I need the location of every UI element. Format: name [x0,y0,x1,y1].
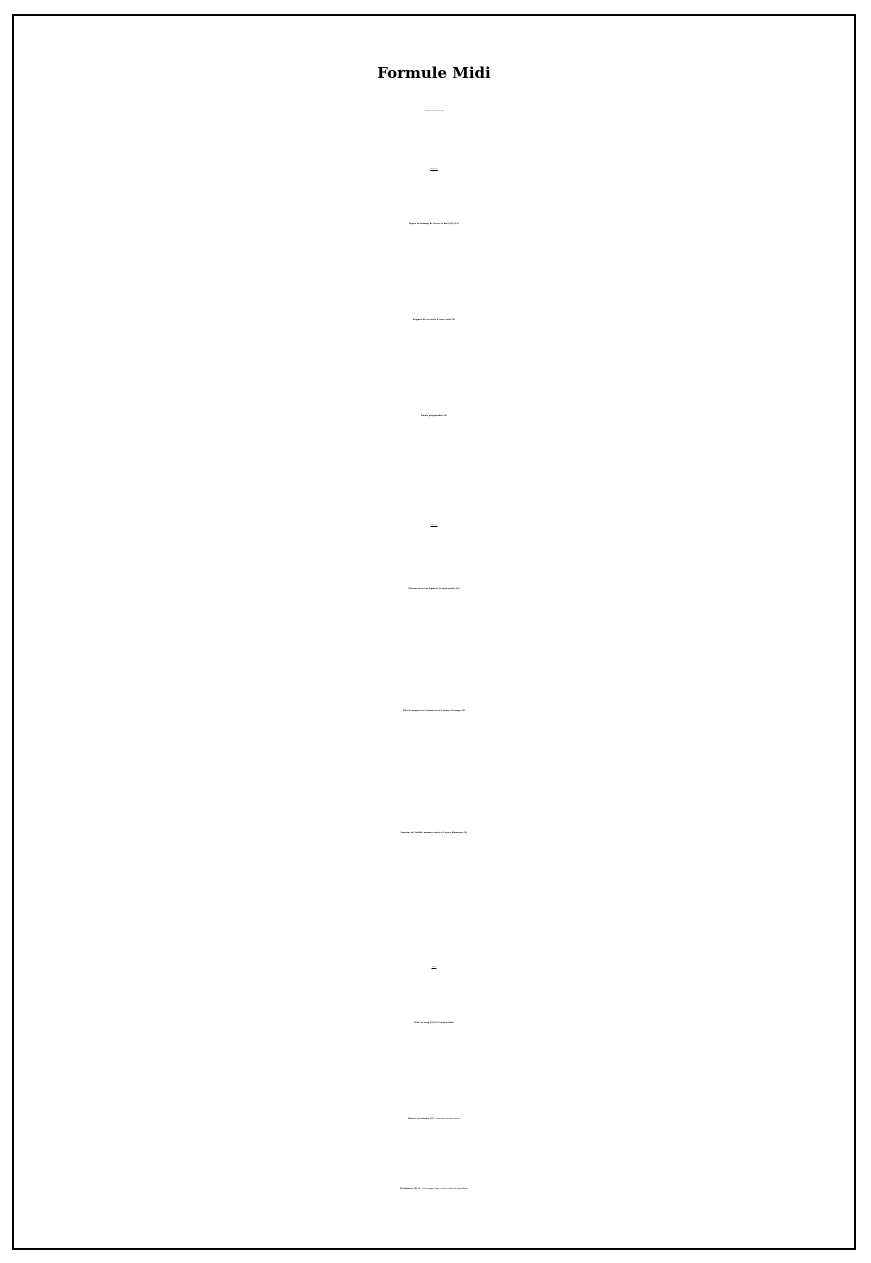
dish-title: Salade périgourdine [420,415,443,417]
dish-description [12,631,856,657]
dietary-tags: (Ve option available) (GF) [438,589,460,590]
separator [12,280,856,300]
dietary-tags: (GF) (N) [413,1189,421,1190]
dish-title: Poivron farcie aux légumes [408,588,439,590]
dish-description: Homemade chocolate mousse [435,1118,461,1120]
dish-title: Filet de maquereau, haricots verts & beurre d’orange [402,710,461,712]
dish-name [12,210,856,239]
dish-name [12,1105,856,1134]
dish-title: Poire au sirop [414,1022,430,1024]
menu-title: Formule Midi [377,64,491,82]
dish-description [12,875,856,901]
separator [12,1078,856,1098]
dietary-tags: (GF) [461,711,466,712]
dish-description [12,605,856,631]
dietary-tags: (GF) [463,833,468,834]
separator [12,1150,856,1170]
dish-name [12,819,856,848]
dish-title: Figues au fromage de chèvre et miel [408,223,449,225]
dietary-tags: (GF) [443,416,448,417]
dish-description [12,241,856,267]
separator [12,376,856,396]
dish-description [12,459,856,485]
separator [12,792,856,812]
dish-name [12,1175,856,1204]
dietary-tags: (GF) (N) (V) [449,224,460,225]
dish-title: Ile flottante [399,1188,413,1190]
dish-name [12,1009,856,1038]
dish-description: – Soft meringue cloud, custard, caramel & almond flakes [421,1188,468,1190]
dish-name [12,402,856,431]
section-heading-plats: Plats £17,95 [430,525,438,526]
dish-description [12,727,856,753]
dish-name [12,575,856,604]
dish-name [12,697,856,726]
dish-description [12,433,856,459]
dish-description [12,753,856,779]
dish-description [12,849,856,875]
dish-description [12,1039,856,1065]
separator [12,670,856,690]
dish-title: Beignets de crevettes & sauce aïoli [412,319,451,321]
section-heading-desserts: Desserts [431,967,437,968]
dish-title: Mousse au chocolat [407,1118,430,1120]
dish-description [12,337,856,363]
dietary-tags: (GF) [451,320,456,321]
dish-name [12,306,856,335]
section-heading-entrees: Entrées £8.95 [430,169,438,170]
dish-title: Suprême de Volaille, pommes sautées & sauce dijonnaise [400,832,463,834]
menu-prices: 2 courses £22.95 / 3 Courses £27.95 [423,111,445,112]
dietary-tags: (GF) – [430,1119,435,1120]
dietary-tags: (GF) (N) (Ve option available) [429,1023,454,1024]
